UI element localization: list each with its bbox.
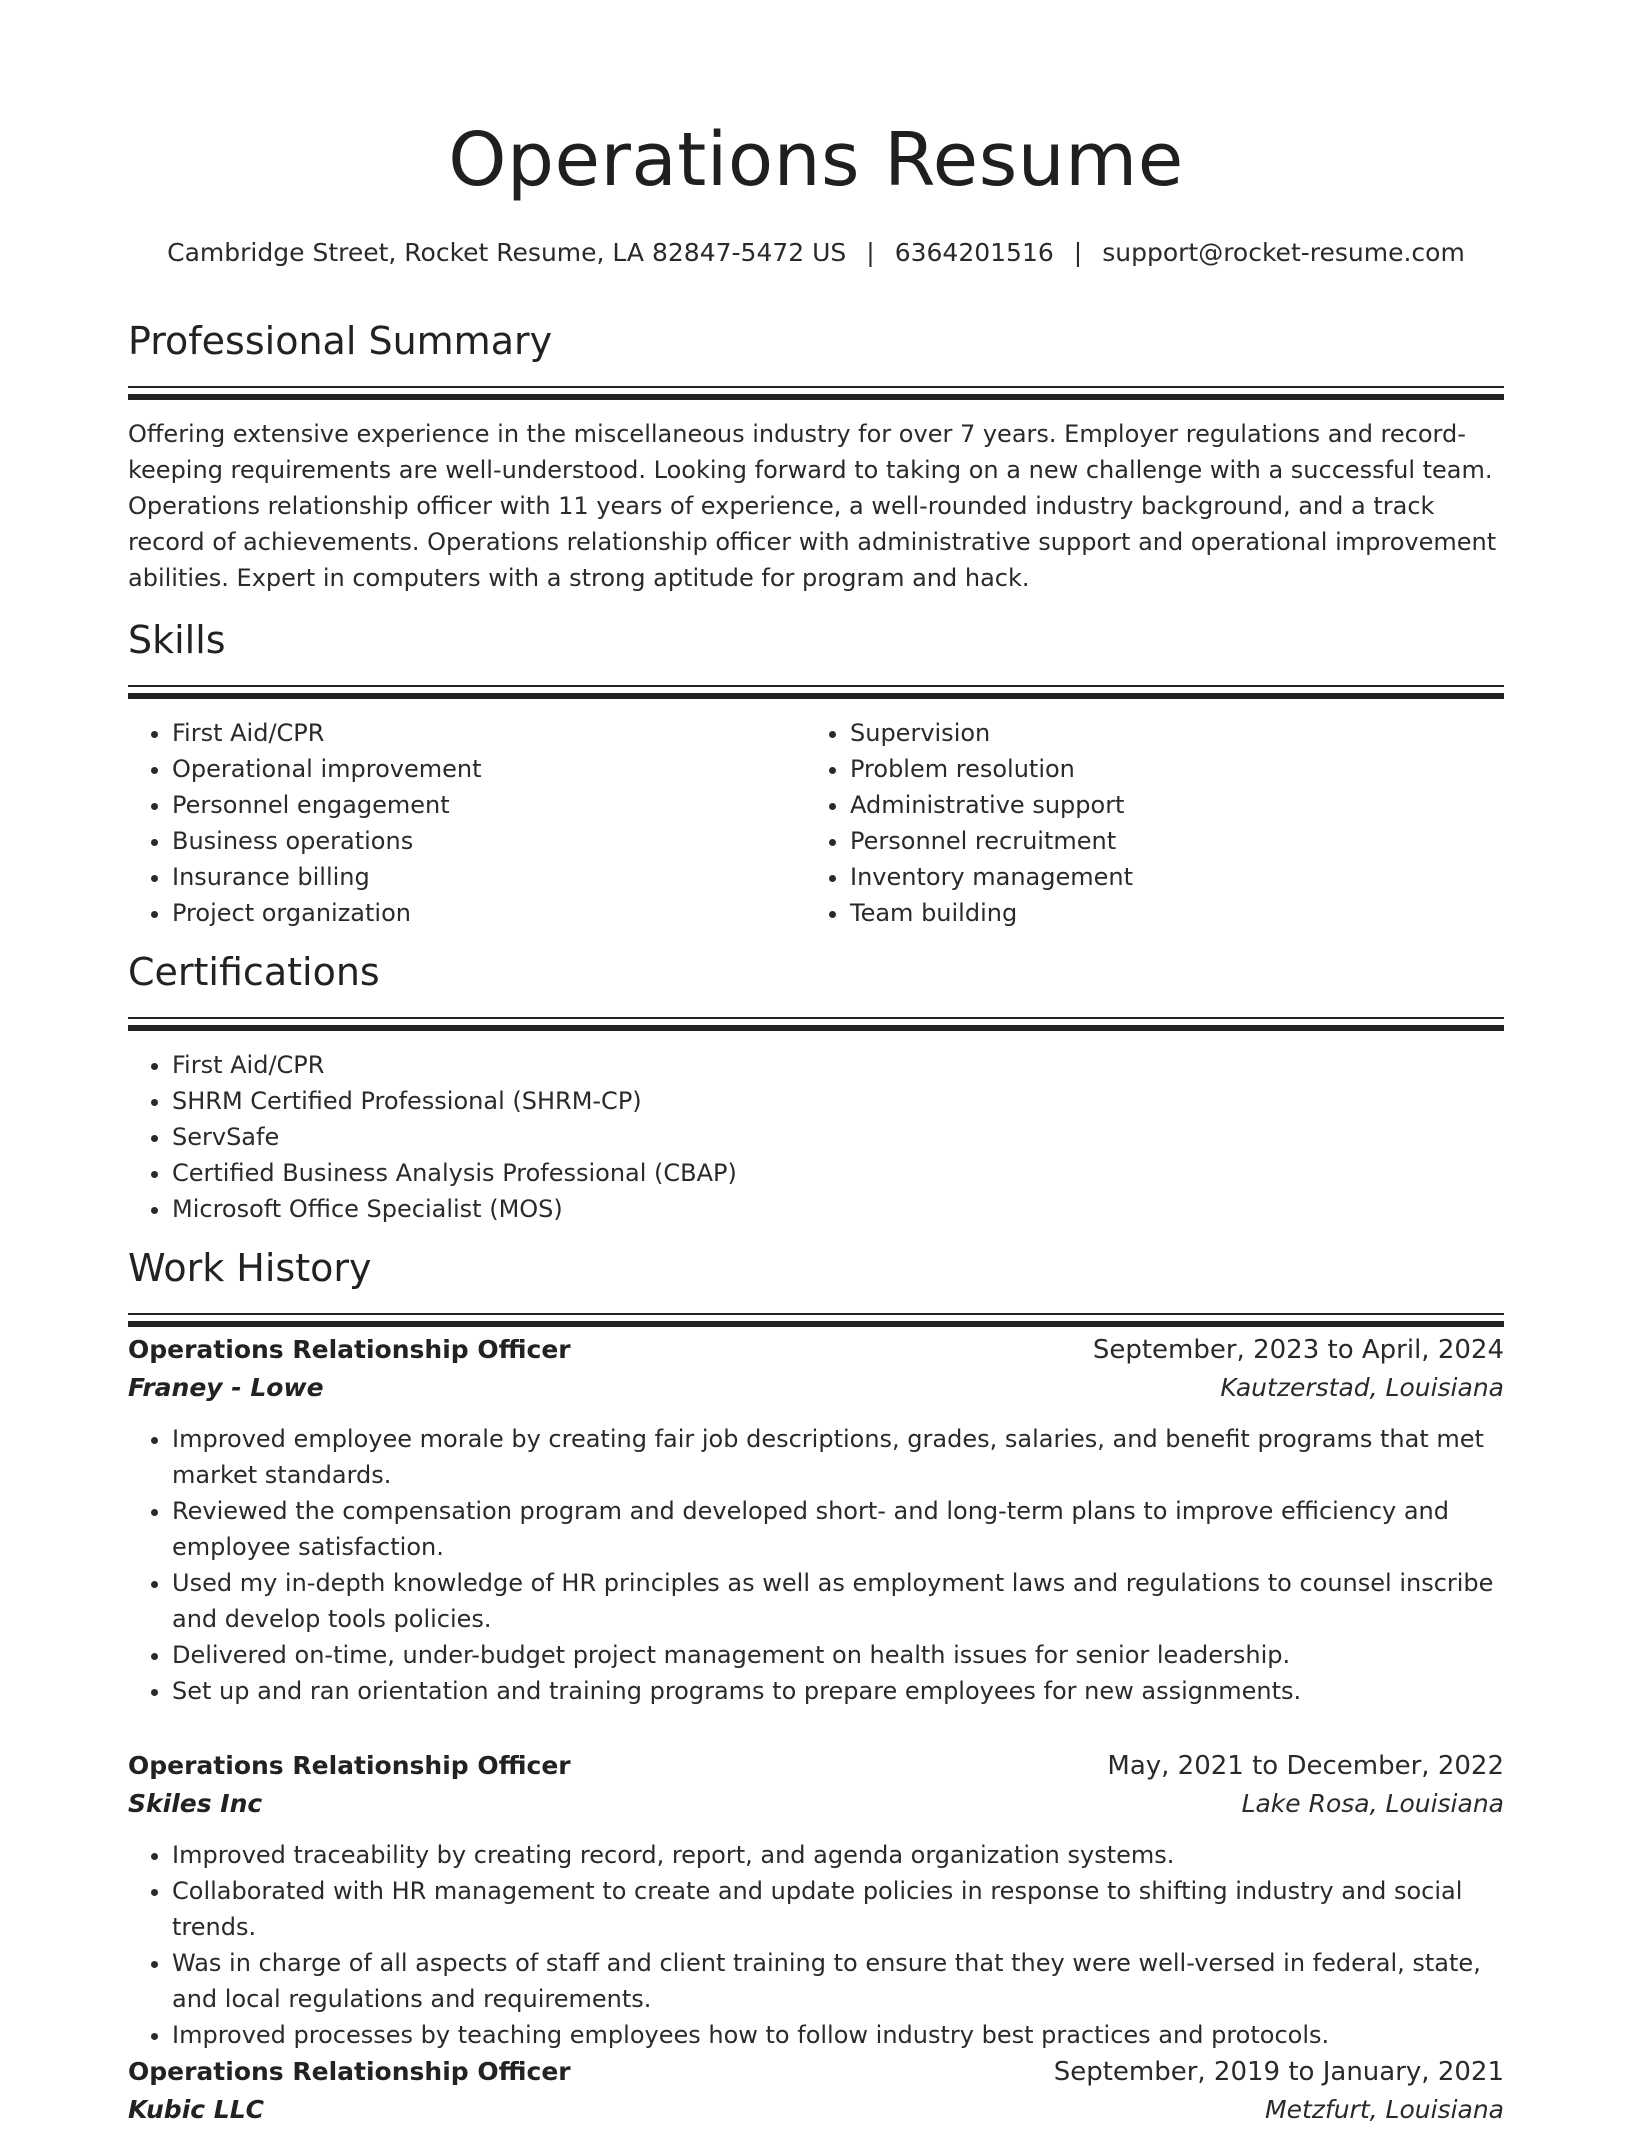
skill-item: • Business operations [172, 823, 806, 859]
skills-heading: Skills [128, 618, 226, 662]
job-company: Skiles Inc [128, 1789, 263, 1818]
certifications-section [128, 949, 1504, 1227]
certification-item: • Microsoft Office Specialist (MOS) [172, 1191, 1504, 1227]
skill-item: • Project organization [172, 895, 806, 931]
job-bullet: • Improved employee morale by creating fair job descriptions, grades, salaries, and benefit programs that met market standards. [172, 1421, 1504, 1493]
section-rule-thick [128, 693, 1504, 699]
certifications-heading: Certifications [128, 950, 380, 994]
certification-item: • Certified Business Analysis Professional (CBAP) [172, 1155, 1504, 1191]
certification-item: • First Aid/CPR [172, 1047, 1504, 1083]
job-bullet: • Used my in-depth knowledge of HR principles as well as employment laws and regulations to counsel inscribe and develop tools policies. [172, 1565, 1504, 1637]
job-entry [128, 1747, 1504, 2053]
work-history-heading: Work History [128, 1246, 372, 1290]
skill-item: • Personnel engagement [172, 787, 806, 823]
job-location: Lake Rosa, Louisiana [1241, 1789, 1504, 1818]
contact-line [128, 238, 1504, 267]
skill-item: • Team building [850, 895, 1484, 931]
summary-section [128, 318, 1504, 596]
summary-text: Offering extensive experience in the miscellaneous industry for over 7 years. Employer regulations and record-keeping requirements are well-understood. Looking forward to taking on a new challenge with a successful team. Operations relationship officer with 11 years of experience, a well-rounded industry background, and a track record of achievements. Operations relationship officer with administrative support and operational improvement abilities. Expert in computers with a strong aptitude for program and hack. [128, 420, 1497, 592]
job-bullet: • Improved traceability by creating record, report, and agenda organization systems. [172, 1837, 1504, 1873]
skill-item: • First Aid/CPR [172, 715, 806, 751]
contact-phone: 6364201516 [894, 238, 1054, 267]
job-entry [128, 1331, 1504, 1709]
skill-item: • Insurance billing [172, 859, 806, 895]
skills-section [128, 617, 1504, 931]
skill-item: • Personnel recruitment [850, 823, 1484, 859]
job-bullet: • Delivered on-time, under-budget project management on health issues for senior leadership. [172, 1637, 1504, 1673]
skill-item: • Problem resolution [850, 751, 1484, 787]
certification-item: • ServSafe [172, 1119, 1504, 1155]
job-bullet: • Was in charge of all aspects of staff and client training to ensure that they were well-versed in federal, state, and local regulations and requirements. [172, 1945, 1504, 2017]
job-company: Franey - Lowe [128, 1373, 324, 1402]
contact-separator: | [1073, 238, 1083, 267]
job-location: Metzfurt, Louisiana [1265, 2095, 1504, 2124]
job-location: Kautzerstad, Louisiana [1220, 1373, 1504, 1402]
skill-item: • Administrative support [850, 787, 1484, 823]
job-company: Kubic LLC [128, 2095, 264, 2124]
job-bullet: • Improved processes by teaching employees how to follow industry best practices and protocols. [172, 2017, 1504, 2053]
section-rule [128, 386, 1504, 388]
job-title: Operations Relationship Officer [128, 1335, 571, 1364]
job-bullet: • Reviewed the compensation program and developed short- and long-term plans to improve efficiency and employee satisfaction. [172, 1493, 1504, 1565]
section-rule [128, 1313, 1504, 1315]
contact-address: Cambridge Street, Rocket Resume, LA 82847-5472 US [167, 238, 847, 267]
contact-separator: | [866, 238, 875, 267]
resume-title: Operations Resume [448, 117, 1184, 203]
work-history-section [128, 1245, 1504, 1327]
skills-column-right [806, 715, 1484, 931]
skill-item: • Inventory management [850, 859, 1484, 895]
job-dates: September, 2019 to January, 2021 [1053, 2057, 1504, 2087]
job-bullet: • Collaborated with HR management to create and update policies in response to shifting industry and social trends. [172, 1873, 1504, 1945]
skills-grid [128, 715, 1504, 931]
contact-email: support@rocket-resume.com [1102, 238, 1465, 267]
section-rule-thick [128, 1025, 1504, 1031]
job-dates: May, 2021 to December, 2022 [1107, 1751, 1504, 1781]
section-rule [128, 1017, 1504, 1019]
section-rule-thick [128, 1321, 1504, 1327]
section-rule-thick [128, 394, 1504, 400]
job-dates: September, 2023 to April, 2024 [1092, 1335, 1504, 1365]
job-title: Operations Relationship Officer [128, 1751, 571, 1780]
job-entry [128, 2053, 1504, 2129]
job-bullet: • Set up and ran orientation and training programs to prepare employees for new assignments. [172, 1673, 1504, 1709]
resume-page [128, 0, 1504, 2124]
section-rule [128, 685, 1504, 687]
job-title: Operations Relationship Officer [128, 2057, 571, 2086]
skill-item: • Operational improvement [172, 751, 806, 787]
skills-column-left [128, 715, 806, 931]
summary-heading: Professional Summary [128, 319, 553, 363]
certification-item: • SHRM Certified Professional (SHRM-CP) [172, 1083, 1504, 1119]
skill-item: • Supervision [850, 715, 1484, 751]
